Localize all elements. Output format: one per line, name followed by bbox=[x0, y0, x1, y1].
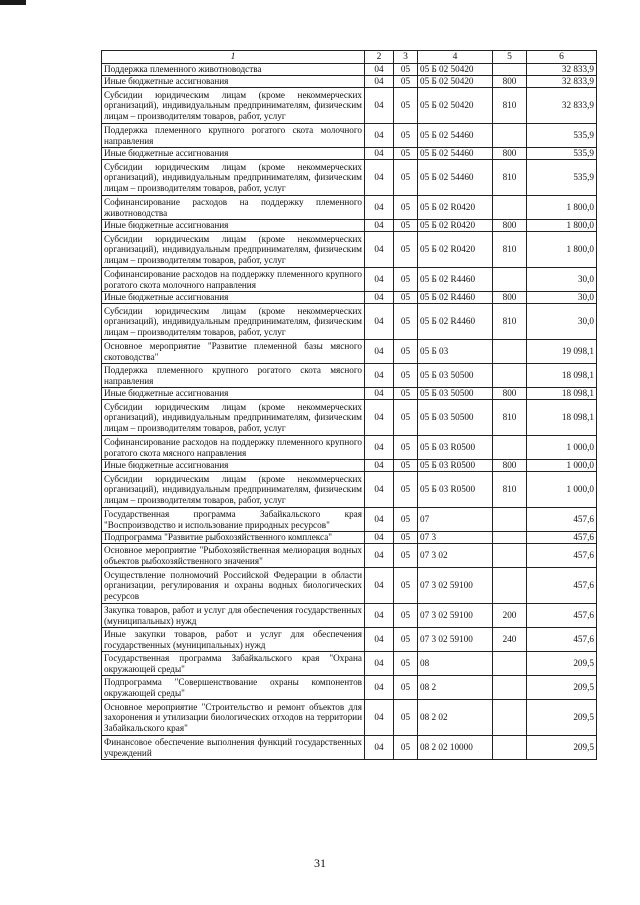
header-col-4: 4 bbox=[418, 51, 493, 64]
row-target-code-cell: 07 3 02 bbox=[418, 544, 493, 568]
header-col-3: 3 bbox=[394, 51, 418, 64]
table-row bbox=[102, 364, 597, 388]
row-subsection-cell: 05 bbox=[394, 88, 418, 124]
row-section-cell: 04 bbox=[365, 676, 394, 700]
row-amount-cell: 457,6 bbox=[527, 628, 597, 652]
header-col-1: 1 bbox=[102, 51, 365, 64]
row-subsection-cell: 05 bbox=[394, 232, 418, 268]
row-subsection-cell: 05 bbox=[394, 220, 418, 232]
row-amount-cell: 457,6 bbox=[527, 508, 597, 532]
row-expense-type-cell: 200 bbox=[493, 604, 527, 628]
row-target-code-cell: 05 Б 03 R0500 bbox=[418, 460, 493, 472]
row-amount-cell: 1 800,0 bbox=[527, 220, 597, 232]
row-expense-type-cell: 800 bbox=[493, 388, 527, 400]
row-expense-type-cell bbox=[493, 364, 527, 388]
row-amount-cell: 30,0 bbox=[527, 304, 597, 340]
row-name-cell: Закупка товаров, работ и услуг для обеспечения государственных (муниципальных) нужд bbox=[102, 604, 365, 628]
row-target-code-cell: 05 Б 02 54460 bbox=[418, 160, 493, 196]
row-expense-type-cell bbox=[493, 676, 527, 700]
row-subsection-cell: 05 bbox=[394, 472, 418, 508]
row-expense-type-cell bbox=[493, 544, 527, 568]
row-name-cell: Подпрограмма "Развитие рыбохозяйственного комплекса" bbox=[102, 532, 365, 544]
row-name-cell: Софинансирование расходов на поддержку племенного крупного рогатого скота мясного направления bbox=[102, 436, 365, 460]
row-expense-type-cell: 800 bbox=[493, 292, 527, 304]
row-expense-type-cell bbox=[493, 196, 527, 220]
row-expense-type-cell: 810 bbox=[493, 88, 527, 124]
row-subsection-cell: 05 bbox=[394, 628, 418, 652]
row-name-cell: Осуществление полномочий Российской Федерации в области организации, регулирования и охраны водных биологических ресурсов bbox=[102, 568, 365, 604]
row-section-cell: 04 bbox=[365, 268, 394, 292]
row-amount-cell: 30,0 bbox=[527, 292, 597, 304]
row-target-code-cell: 08 bbox=[418, 652, 493, 676]
row-name-cell: Финансовое обеспечение выполнения функций государственных учреждений bbox=[102, 736, 365, 760]
row-subsection-cell: 05 bbox=[394, 364, 418, 388]
row-name-cell: Софинансирование расходов на поддержку племенного животноводства bbox=[102, 196, 365, 220]
row-target-code-cell: 05 Б 03 bbox=[418, 340, 493, 364]
row-subsection-cell: 05 bbox=[394, 148, 418, 160]
row-subsection-cell: 05 bbox=[394, 304, 418, 340]
row-target-code-cell: 08 2 02 bbox=[418, 700, 493, 736]
row-section-cell: 04 bbox=[365, 76, 394, 88]
row-section-cell: 04 bbox=[365, 436, 394, 460]
row-expense-type-cell bbox=[493, 436, 527, 460]
row-expense-type-cell bbox=[493, 64, 527, 76]
table-row bbox=[102, 472, 597, 508]
row-name-cell: Основное мероприятие "Развитие племенной базы мясного скотоводства" bbox=[102, 340, 365, 364]
row-amount-cell: 457,6 bbox=[527, 604, 597, 628]
row-name-cell: Иные бюджетные ассигнования bbox=[102, 148, 365, 160]
table-row bbox=[102, 460, 597, 472]
row-target-code-cell: 05 Б 02 R0420 bbox=[418, 196, 493, 220]
row-amount-cell: 1 000,0 bbox=[527, 460, 597, 472]
page-number: 31 bbox=[314, 856, 326, 870]
row-target-code-cell: 07 3 02 59100 bbox=[418, 568, 493, 604]
row-amount-cell: 18 098,1 bbox=[527, 364, 597, 388]
row-amount-cell: 32 833,9 bbox=[527, 88, 597, 124]
row-name-cell: Государственная программа Забайкальского края "Воспроизводство и использование природных ресурсов" bbox=[102, 508, 365, 532]
row-section-cell: 04 bbox=[365, 508, 394, 532]
row-subsection-cell: 05 bbox=[394, 436, 418, 460]
table-row bbox=[102, 388, 597, 400]
row-section-cell: 04 bbox=[365, 472, 394, 508]
row-name-cell: Субсидии юридическим лицам (кроме некоммерческих организаций), индивидуальным предпринимателям, физическим лицам – производителям товаров, работ, услуг bbox=[102, 88, 365, 124]
row-amount-cell: 1 000,0 bbox=[527, 472, 597, 508]
row-subsection-cell: 05 bbox=[394, 652, 418, 676]
row-target-code-cell: 05 Б 02 R4460 bbox=[418, 292, 493, 304]
row-section-cell: 04 bbox=[365, 700, 394, 736]
row-expense-type-cell bbox=[493, 700, 527, 736]
table-header-row bbox=[102, 51, 597, 64]
row-expense-type-cell: 240 bbox=[493, 628, 527, 652]
row-target-code-cell: 05 Б 03 50500 bbox=[418, 400, 493, 436]
row-target-code-cell: 07 3 02 59100 bbox=[418, 628, 493, 652]
row-target-code-cell: 07 3 bbox=[418, 532, 493, 544]
table-row bbox=[102, 736, 597, 760]
row-subsection-cell: 05 bbox=[394, 340, 418, 364]
table-row bbox=[102, 508, 597, 532]
row-target-code-cell: 05 Б 02 54460 bbox=[418, 148, 493, 160]
header-col-5: 5 bbox=[493, 51, 527, 64]
row-section-cell: 04 bbox=[365, 388, 394, 400]
row-section-cell: 04 bbox=[365, 628, 394, 652]
row-target-code-cell: 05 Б 02 R4460 bbox=[418, 268, 493, 292]
row-target-code-cell: 07 bbox=[418, 508, 493, 532]
row-target-code-cell: 05 Б 02 50420 bbox=[418, 76, 493, 88]
row-amount-cell: 32 833,9 bbox=[527, 76, 597, 88]
row-expense-type-cell: 800 bbox=[493, 220, 527, 232]
header-col-2: 2 bbox=[365, 51, 394, 64]
row-name-cell: Иные бюджетные ассигнования bbox=[102, 292, 365, 304]
row-expense-type-cell: 810 bbox=[493, 160, 527, 196]
row-name-cell: Основное мероприятие "Рыбохозяйственная мелиорация водных объектов рыбохозяйственного значения" bbox=[102, 544, 365, 568]
row-subsection-cell: 05 bbox=[394, 292, 418, 304]
table-row bbox=[102, 304, 597, 340]
row-name-cell: Субсидии юридическим лицам (кроме некоммерческих организаций), индивидуальным предпринимателям, физическим лицам – производителям товаров, работ, услуг bbox=[102, 400, 365, 436]
row-name-cell: Субсидии юридическим лицам (кроме некоммерческих организаций), индивидуальным предпринимателям, физическим лицам – производителям товаров, работ, услуг bbox=[102, 304, 365, 340]
row-name-cell: Подпрограмма "Совершенствование охраны компонентов окружающей среды" bbox=[102, 676, 365, 700]
table-row bbox=[102, 292, 597, 304]
header-col-6: 6 bbox=[527, 51, 597, 64]
row-amount-cell: 1 000,0 bbox=[527, 436, 597, 460]
row-name-cell: Иные бюджетные ассигнования bbox=[102, 460, 365, 472]
row-section-cell: 04 bbox=[365, 304, 394, 340]
table-row bbox=[102, 676, 597, 700]
row-section-cell: 04 bbox=[365, 400, 394, 436]
row-target-code-cell: 05 Б 03 50500 bbox=[418, 388, 493, 400]
row-amount-cell: 32 833,9 bbox=[527, 64, 597, 76]
row-subsection-cell: 05 bbox=[394, 676, 418, 700]
row-expense-type-cell: 800 bbox=[493, 76, 527, 88]
row-amount-cell: 1 800,0 bbox=[527, 232, 597, 268]
table-row bbox=[102, 400, 597, 436]
row-name-cell: Иные закупки товаров, работ и услуг для обеспечения государственных (муниципальных) нужд bbox=[102, 628, 365, 652]
row-target-code-cell: 05 Б 02 54460 bbox=[418, 124, 493, 148]
row-amount-cell: 535,9 bbox=[527, 124, 597, 148]
row-section-cell: 04 bbox=[365, 604, 394, 628]
row-subsection-cell: 05 bbox=[394, 160, 418, 196]
row-target-code-cell: 05 Б 02 50420 bbox=[418, 64, 493, 76]
row-name-cell: Поддержка племенного животноводства bbox=[102, 64, 365, 76]
row-expense-type-cell bbox=[493, 124, 527, 148]
table-row bbox=[102, 652, 597, 676]
row-name-cell: Софинансирование расходов на поддержку племенного крупного рогатого скота молочного направления bbox=[102, 268, 365, 292]
row-amount-cell: 457,6 bbox=[527, 532, 597, 544]
row-expense-type-cell bbox=[493, 532, 527, 544]
row-section-cell: 04 bbox=[365, 124, 394, 148]
row-name-cell: Иные бюджетные ассигнования bbox=[102, 76, 365, 88]
row-section-cell: 04 bbox=[365, 88, 394, 124]
row-name-cell: Субсидии юридическим лицам (кроме некоммерческих организаций), индивидуальным предпринимателям, физическим лицам – производителям товаров, работ, услуг bbox=[102, 472, 365, 508]
table-row bbox=[102, 64, 597, 76]
table-row bbox=[102, 436, 597, 460]
table-row bbox=[102, 196, 597, 220]
row-amount-cell: 535,9 bbox=[527, 148, 597, 160]
row-amount-cell: 535,9 bbox=[527, 160, 597, 196]
row-amount-cell: 457,6 bbox=[527, 544, 597, 568]
row-amount-cell: 209,5 bbox=[527, 652, 597, 676]
row-expense-type-cell bbox=[493, 340, 527, 364]
row-section-cell: 04 bbox=[365, 364, 394, 388]
row-target-code-cell: 08 2 bbox=[418, 676, 493, 700]
row-expense-type-cell: 810 bbox=[493, 304, 527, 340]
table-row bbox=[102, 232, 597, 268]
row-target-code-cell: 05 Б 02 R4460 bbox=[418, 304, 493, 340]
table-row bbox=[102, 544, 597, 568]
row-expense-type-cell: 800 bbox=[493, 460, 527, 472]
row-name-cell: Иные бюджетные ассигнования bbox=[102, 220, 365, 232]
row-subsection-cell: 05 bbox=[394, 700, 418, 736]
row-amount-cell: 209,5 bbox=[527, 736, 597, 760]
row-name-cell: Субсидии юридическим лицам (кроме некоммерческих организаций), индивидуальным предпринимателям, физическим лицам – производителям товаров, работ, услуг bbox=[102, 232, 365, 268]
row-section-cell: 04 bbox=[365, 220, 394, 232]
row-amount-cell: 30,0 bbox=[527, 268, 597, 292]
row-subsection-cell: 05 bbox=[394, 544, 418, 568]
row-section-cell: 04 bbox=[365, 160, 394, 196]
row-section-cell: 04 bbox=[365, 652, 394, 676]
row-subsection-cell: 05 bbox=[394, 568, 418, 604]
row-target-code-cell: 05 Б 03 R0500 bbox=[418, 472, 493, 508]
table-row bbox=[102, 532, 597, 544]
row-section-cell: 04 bbox=[365, 196, 394, 220]
row-section-cell: 04 bbox=[365, 736, 394, 760]
row-amount-cell: 209,5 bbox=[527, 676, 597, 700]
row-section-cell: 04 bbox=[365, 64, 394, 76]
row-name-cell: Государственная программа Забайкальского края "Охрана окружающей среды" bbox=[102, 652, 365, 676]
row-subsection-cell: 05 bbox=[394, 388, 418, 400]
row-expense-type-cell: 810 bbox=[493, 400, 527, 436]
row-section-cell: 04 bbox=[365, 460, 394, 472]
table-row bbox=[102, 568, 597, 604]
row-expense-type-cell: 810 bbox=[493, 232, 527, 268]
row-expense-type-cell bbox=[493, 652, 527, 676]
table-row bbox=[102, 340, 597, 364]
table-row bbox=[102, 76, 597, 88]
row-target-code-cell: 05 Б 03 R0500 bbox=[418, 436, 493, 460]
table-row bbox=[102, 148, 597, 160]
row-expense-type-cell bbox=[493, 268, 527, 292]
row-subsection-cell: 05 bbox=[394, 460, 418, 472]
row-name-cell: Основное мероприятие "Строительство и ремонт объектов для захоронения и утилизации биологических отходов на территории Забайкальского края" bbox=[102, 700, 365, 736]
row-subsection-cell: 05 bbox=[394, 508, 418, 532]
row-subsection-cell: 05 bbox=[394, 532, 418, 544]
row-expense-type-cell bbox=[493, 568, 527, 604]
table-row bbox=[102, 160, 597, 196]
table-row bbox=[102, 124, 597, 148]
row-expense-type-cell: 810 bbox=[493, 472, 527, 508]
row-name-cell: Иные бюджетные ассигнования bbox=[102, 388, 365, 400]
row-section-cell: 04 bbox=[365, 532, 394, 544]
row-subsection-cell: 05 bbox=[394, 64, 418, 76]
budget-table bbox=[101, 50, 597, 760]
row-subsection-cell: 05 bbox=[394, 124, 418, 148]
row-expense-type-cell bbox=[493, 736, 527, 760]
row-amount-cell: 457,6 bbox=[527, 568, 597, 604]
row-target-code-cell: 05 Б 02 50420 bbox=[418, 88, 493, 124]
row-section-cell: 04 bbox=[365, 292, 394, 304]
row-amount-cell: 18 098,1 bbox=[527, 400, 597, 436]
table-row bbox=[102, 604, 597, 628]
row-subsection-cell: 05 bbox=[394, 196, 418, 220]
row-section-cell: 04 bbox=[365, 232, 394, 268]
row-amount-cell: 18 098,1 bbox=[527, 388, 597, 400]
row-name-cell: Субсидии юридическим лицам (кроме некоммерческих организаций), индивидуальным предпринимателям, физическим лицам – производителям товаров, работ, услуг bbox=[102, 160, 365, 196]
row-subsection-cell: 05 bbox=[394, 736, 418, 760]
table-row bbox=[102, 268, 597, 292]
row-subsection-cell: 05 bbox=[394, 76, 418, 88]
corner-scan-mark bbox=[0, 0, 26, 5]
row-subsection-cell: 05 bbox=[394, 268, 418, 292]
row-name-cell: Поддержка племенного крупного рогатого скота молочного направления bbox=[102, 124, 365, 148]
row-expense-type-cell: 800 bbox=[493, 148, 527, 160]
table-row bbox=[102, 220, 597, 232]
row-amount-cell: 19 098,1 bbox=[527, 340, 597, 364]
row-amount-cell: 209,5 bbox=[527, 700, 597, 736]
table-row bbox=[102, 88, 597, 124]
row-subsection-cell: 05 bbox=[394, 400, 418, 436]
row-target-code-cell: 05 Б 02 R0420 bbox=[418, 220, 493, 232]
row-section-cell: 04 bbox=[365, 148, 394, 160]
row-target-code-cell: 05 Б 02 R0420 bbox=[418, 232, 493, 268]
table-row bbox=[102, 700, 597, 736]
row-target-code-cell: 08 2 02 10000 bbox=[418, 736, 493, 760]
row-section-cell: 04 bbox=[365, 340, 394, 364]
row-amount-cell: 1 800,0 bbox=[527, 196, 597, 220]
row-target-code-cell: 05 Б 03 50500 bbox=[418, 364, 493, 388]
row-name-cell: Поддержка племенного крупного рогатого скота мясного направления bbox=[102, 364, 365, 388]
row-section-cell: 04 bbox=[365, 568, 394, 604]
row-expense-type-cell bbox=[493, 508, 527, 532]
table-row bbox=[102, 628, 597, 652]
row-subsection-cell: 05 bbox=[394, 604, 418, 628]
row-section-cell: 04 bbox=[365, 544, 394, 568]
row-target-code-cell: 07 3 02 59100 bbox=[418, 604, 493, 628]
